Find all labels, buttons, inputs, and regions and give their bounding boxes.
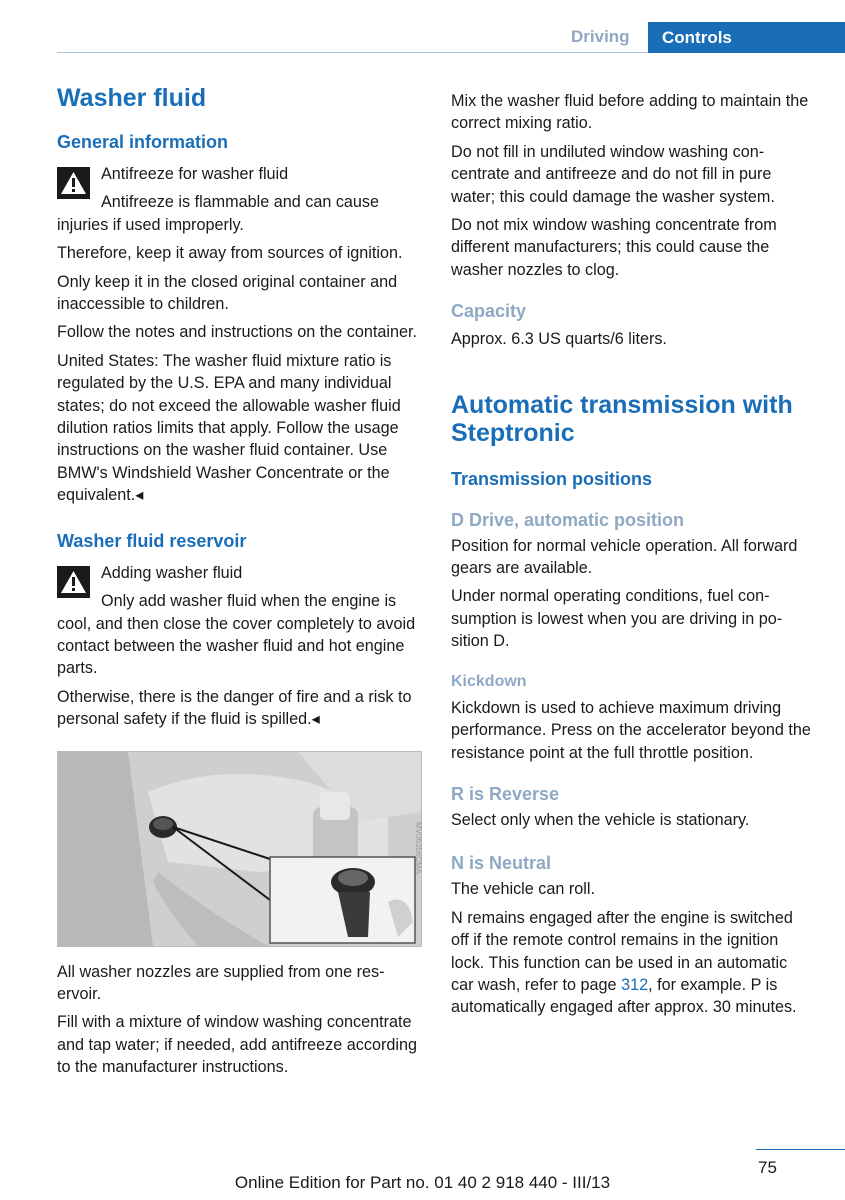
warning-adding-fluid — [57, 562, 422, 680]
page-number: 75 — [758, 1158, 777, 1177]
paragraph: Follow the notes and instructions on the container. — [57, 323, 417, 342]
text-run: N remains engaged after the engine is switched off if the remote control remains in the ignition lock. This function can be used in an automatic car wash, refer to page — [451, 908, 793, 994]
heading-general-information: General information — [57, 132, 229, 152]
paragraph: Otherwise, there is the danger of fire and a risk to personal safety if the fluid is spilled.◂ — [57, 687, 412, 729]
section-title-washer-fluid: Washer fluid — [57, 84, 207, 112]
paragraph: Only keep it in the closed original container and inaccessible to children. — [57, 272, 398, 314]
warning-text: Only add washer fluid when the engine is — [101, 592, 397, 611]
paragraph: Therefore, keep it away from sources of ignition. — [57, 244, 403, 263]
heading-capacity: Capacity — [451, 301, 527, 322]
warning-text-cont: cool, and then close the cover completely to avoid contact between the washer fluid and hot engine parts. — [57, 614, 416, 678]
paragraph: United States: The washer fluid mixture ratio is regulated by the U.S. EPA and many individual states; do not exceed the allowable washer fluid dilution ratios limits that apply. Follow the usage instructions on the washer fluid container. Use BMW's Windshield Washer Concentrate or the equivalent.◂ — [57, 351, 401, 505]
warning-title: Antifreeze for washer fluid — [101, 165, 289, 183]
header-chapter[interactable]: Driving — [571, 27, 630, 46]
warning-text: Antifreeze is flammable and can cause — [101, 193, 380, 212]
text-run: , for example. P is automatically engaged after approx. 30 minutes. — [451, 975, 797, 1017]
capacity-value: Approx. 6.3 US quarts/6 liters. — [451, 330, 667, 349]
paragraph: Position for normal vehicle operation. All forward gears are available. — [451, 536, 798, 578]
paragraph: The vehicle can roll. — [451, 880, 595, 899]
left-column — [57, 84, 422, 1085]
footer-edition: Online Edition for Part no. 01 40 2 918 440 - III/13 — [234, 1173, 611, 1192]
heading-washer-fluid-reservoir: Washer fluid reservoir — [57, 530, 247, 551]
heading-transmission-positions: Transmission positions — [451, 468, 653, 489]
warning-title: Adding washer fluid — [101, 563, 243, 582]
photo-reference-code: MV06356CMA — [414, 821, 423, 874]
heading-kickdown: Kickdown — [451, 672, 527, 690]
header-section-tab[interactable]: Controls — [648, 22, 845, 53]
heading-r-reverse: R is Reverse — [451, 783, 560, 804]
heading-n-neutral: N is Neutral — [451, 853, 552, 874]
footer-rule — [756, 1149, 845, 1150]
warning-antifreeze — [57, 163, 422, 236]
warning-triangle-icon — [57, 566, 90, 598]
paragraph: Mix the washer fluid before adding to maintain the correct mixing ratio. — [451, 92, 809, 133]
page-reference-link[interactable]: 312 — [621, 975, 649, 994]
paragraph: Do not mix window washing concentrate from different manufacturers; this could cause the washer nozzles to clog. — [451, 216, 777, 279]
paragraph: All washer nozzles are supplied from one reservoir. — [57, 962, 385, 1003]
paragraph-neutral-details — [451, 907, 813, 1019]
warning-triangle-icon — [57, 167, 90, 199]
engine-bay-illustration — [58, 752, 421, 946]
washer-reservoir-photo — [57, 751, 422, 947]
paragraph: Fill with a mixture of window washing concentrate and tap water; if needed, add antifreeze according to the manufacturer instructions. — [57, 1013, 417, 1077]
paragraph: Under normal operating conditions, fuel consumption is lowest when you are driving in position D. — [451, 587, 783, 651]
heading-d-drive: D Drive, automatic position — [451, 509, 685, 530]
paragraph: Do not fill in undiluted window washing concentrate and antifreeze and do not fill in pure water; this could damage the washer system. — [451, 142, 775, 206]
paragraph: Kickdown is used to achieve maximum driving performance. Press on the accelerator beyond the resistance point at the full throttle position. — [451, 698, 811, 762]
section-title-automatic-transmission: Automatic transmission with Steptronic — [451, 390, 793, 447]
right-column — [451, 90, 813, 1025]
warning-text-cont: injuries if used improperly. — [57, 215, 244, 234]
paragraph: Select only when the vehicle is stationary. — [451, 810, 750, 829]
